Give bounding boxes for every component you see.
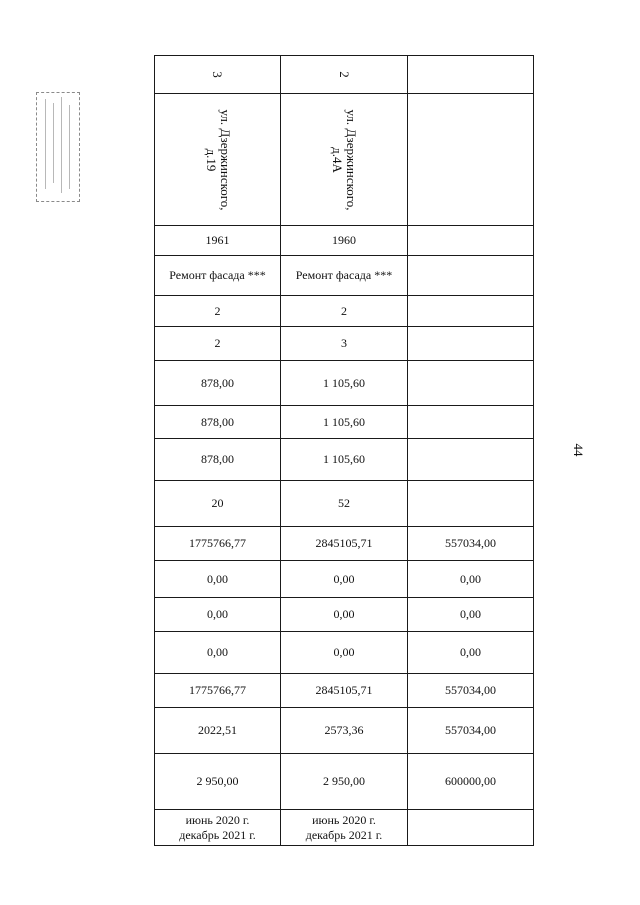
cell-text: 1775766,77: [189, 683, 246, 697]
table-cell: [281, 632, 408, 674]
table-row: [155, 296, 534, 327]
table-cell: [281, 481, 408, 527]
table-row-address: [155, 94, 534, 226]
table-cell: [408, 754, 534, 810]
table-cell: [155, 226, 281, 256]
table-row-header: [155, 56, 534, 94]
cell-text: 1 105,60: [323, 452, 365, 466]
table-cell: [408, 527, 534, 561]
table-cell: [155, 810, 281, 846]
table-row: [155, 598, 534, 632]
table-cell: [281, 406, 408, 439]
cell-text: 3: [341, 336, 347, 350]
table-cell: [408, 810, 534, 846]
cell-text: 2: [214, 303, 221, 318]
address-cell: ул. Дзержинского, д.4А: [281, 94, 408, 226]
table-cell: [155, 481, 281, 527]
cell-text: 0,00: [460, 571, 481, 586]
cell-text: Ремонт фасада ***: [169, 268, 266, 282]
table-cell: [281, 296, 408, 327]
table-row: [155, 527, 534, 561]
cell-text: 0,00: [207, 607, 228, 621]
cell-text: июнь 2020 г. декабрь 2021 г.: [179, 812, 256, 842]
cell-text: 2022,51: [198, 723, 237, 737]
table-cell: [281, 361, 408, 406]
table-cell: [281, 598, 408, 632]
table-cell: [281, 256, 408, 296]
table-cell: [155, 256, 281, 296]
cell-text: 0,00: [333, 645, 355, 659]
table-row: [155, 439, 534, 481]
column-number-cell: 3: [155, 56, 281, 94]
table-cell: [155, 632, 281, 674]
table-row: [155, 561, 534, 598]
cell-text: 2845105,71: [315, 536, 373, 550]
table-cell: [155, 598, 281, 632]
cell-text: 557034,00: [445, 683, 496, 697]
table-row: [155, 754, 534, 810]
cell-text: 2573,36: [324, 723, 364, 737]
cell-text: 2845105,71: [315, 683, 373, 697]
table-cell: [408, 256, 534, 296]
cell-text: Ремонт фасада ***: [295, 268, 393, 282]
table-cell: [408, 481, 534, 527]
cell-text: 878,00: [201, 452, 234, 466]
cell-text: 0,00: [333, 571, 355, 586]
cell-text: 2 950,00: [323, 774, 365, 788]
table-row: [155, 674, 534, 708]
page-number: 44: [571, 443, 586, 457]
table-cell: [281, 561, 408, 598]
address-cell: [408, 94, 534, 226]
cell-text: 878,00: [201, 375, 234, 390]
column-number-cell: [408, 56, 534, 94]
table-row: [155, 632, 534, 674]
table-row: [155, 327, 534, 361]
table-cell: [281, 439, 408, 481]
cell-text: 1 105,60: [323, 375, 365, 390]
cell-text: 557034,00: [445, 723, 496, 737]
table-row: [155, 361, 534, 406]
table-cell: [408, 708, 534, 754]
data-table: [154, 55, 534, 846]
cell-text: 557034,00: [445, 536, 496, 550]
column-number-cell: 2: [281, 56, 408, 94]
cell-text: 0,00: [333, 607, 355, 621]
table-row: [155, 481, 534, 527]
table-cell: [408, 439, 534, 481]
cell-text: 1961: [205, 233, 230, 247]
table-cell: [281, 674, 408, 708]
table-cell: [155, 561, 281, 598]
table-cell: [155, 406, 281, 439]
table-cell: [281, 810, 408, 846]
table-cell: [155, 754, 281, 810]
table-cell: [155, 296, 281, 327]
table-cell: [408, 598, 534, 632]
cell-text: 1775766,77: [189, 536, 246, 550]
cell-text: 2: [341, 303, 347, 318]
table-cell: [155, 674, 281, 708]
cell-text: 878,00: [201, 414, 234, 429]
table-cell: [281, 226, 408, 256]
table-cell: [281, 708, 408, 754]
table-cell: [408, 226, 534, 256]
cell-text: июнь 2020 г. декабрь 2021 г.: [305, 812, 383, 842]
table-cell: [408, 632, 534, 674]
table-cell: [155, 327, 281, 361]
table-row: [155, 810, 534, 846]
cell-text: 600000,00: [445, 774, 496, 788]
table-row: [155, 708, 534, 754]
table-cell: [408, 327, 534, 361]
table-cell: [155, 527, 281, 561]
cell-text: 1 105,60: [323, 414, 365, 429]
cell-text: 2 950,00: [196, 774, 239, 788]
table-cell: [281, 754, 408, 810]
cell-text: 52: [338, 496, 350, 510]
cell-text: 1960: [332, 233, 356, 247]
archive-stamp-mark: [36, 92, 80, 202]
table-cell: [408, 561, 534, 598]
table-cell: [408, 406, 534, 439]
table-cell: [155, 708, 281, 754]
table-cell: [155, 361, 281, 406]
table-row: [155, 406, 534, 439]
table-cell: [408, 361, 534, 406]
table-cell: [281, 527, 408, 561]
table-cell: [155, 439, 281, 481]
table-row: [155, 256, 534, 296]
cell-text: 0,00: [207, 571, 228, 586]
cell-text: 20: [211, 496, 224, 510]
cell-text: 0,00: [460, 645, 481, 659]
cell-text: 2: [214, 336, 221, 350]
cell-text: 0,00: [460, 607, 481, 621]
cell-text: 0,00: [207, 645, 228, 659]
table-cell: [281, 327, 408, 361]
table-cell: [408, 674, 534, 708]
table-cell: [408, 296, 534, 327]
table-row: [155, 226, 534, 256]
address-cell: ул. Дзержинского, д.19: [155, 94, 281, 226]
